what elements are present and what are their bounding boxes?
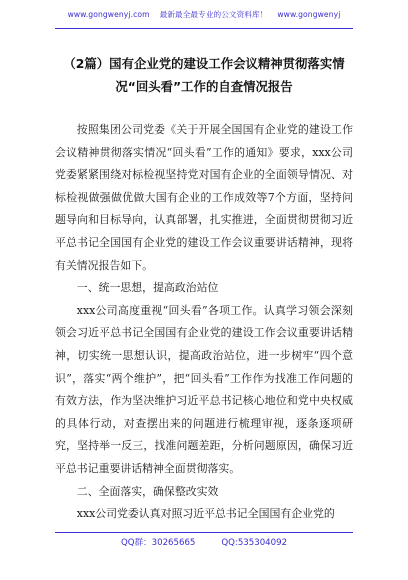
- intro-paragraph: 按照集团公司党委《关于开展全国国有企业党的建设工作会议精神贯彻落实情况“回头看”工作的通知》要求，xxx公司党委紧紧围绕对标检视坚持党对国有企业的全面领导情况、对标检视做强做优做大国有企业的工作成效等7个方面，坚持问题导向和目标导向，认真部署，扎实推进，全面贯彻贯彻习近平总书记全国国有企业党的建设工作会议重要讲话精神，现将有关情况报告如下。: [55, 123, 353, 272]
- section-2-paragraph: xxx公司党委认真对照习近平总书记全国国有企业党的: [76, 507, 335, 521]
- section-heading-1: 一、统一思想，提高政治站位: [76, 281, 219, 295]
- section-1-paragraph: xxx公司高度重视“回头看”各项工作。认真学习领会深刻领会习近平总书记全国国有企业党的建设工作会议重要讲话精神，切实统一思想认识，提高政治站位，进一步树牢“四个意识”，落实“两个维护”，把“回头看”工作作为找准工作问题的有效方法，作为坚决维护习近平总书记核心地位和党中央权威的具体行动，对查摆出来的问题进行梳理审视，逐条逐项研究，坚持举一反三，找准问题差距，分析问题原因，确保习近平总书记重要讲话精神全面贯彻落实。: [55, 303, 353, 475]
- footer-qq: QQ:535304092: [221, 538, 288, 548]
- page-header: [0, 0, 408, 44]
- document-title: [55, 52, 353, 98]
- header-banner: [0, 9, 408, 20]
- header-slogan: 最新最全最专业的公文资料库！: [159, 10, 268, 19]
- title-line-2: 况“回头看”工作的自查情况报告: [115, 79, 293, 94]
- header-divider: [55, 28, 353, 29]
- footer-qq-group: QQ群：30265665: [120, 538, 196, 548]
- page-footer: [0, 532, 408, 580]
- footer-contact: [0, 536, 408, 548]
- document-body: [55, 119, 353, 526]
- header-url-left[interactable]: www.gongwenyj.com: [67, 10, 150, 19]
- section-heading-2: 二、全面落实，确保整改实效: [76, 484, 219, 498]
- header-url-right[interactable]: www.gongwenyj: [277, 10, 341, 19]
- footer-divider: [55, 532, 353, 533]
- title-line-1: （2篇）国有企业党的建设工作会议精神贯彻落实情: [63, 56, 345, 71]
